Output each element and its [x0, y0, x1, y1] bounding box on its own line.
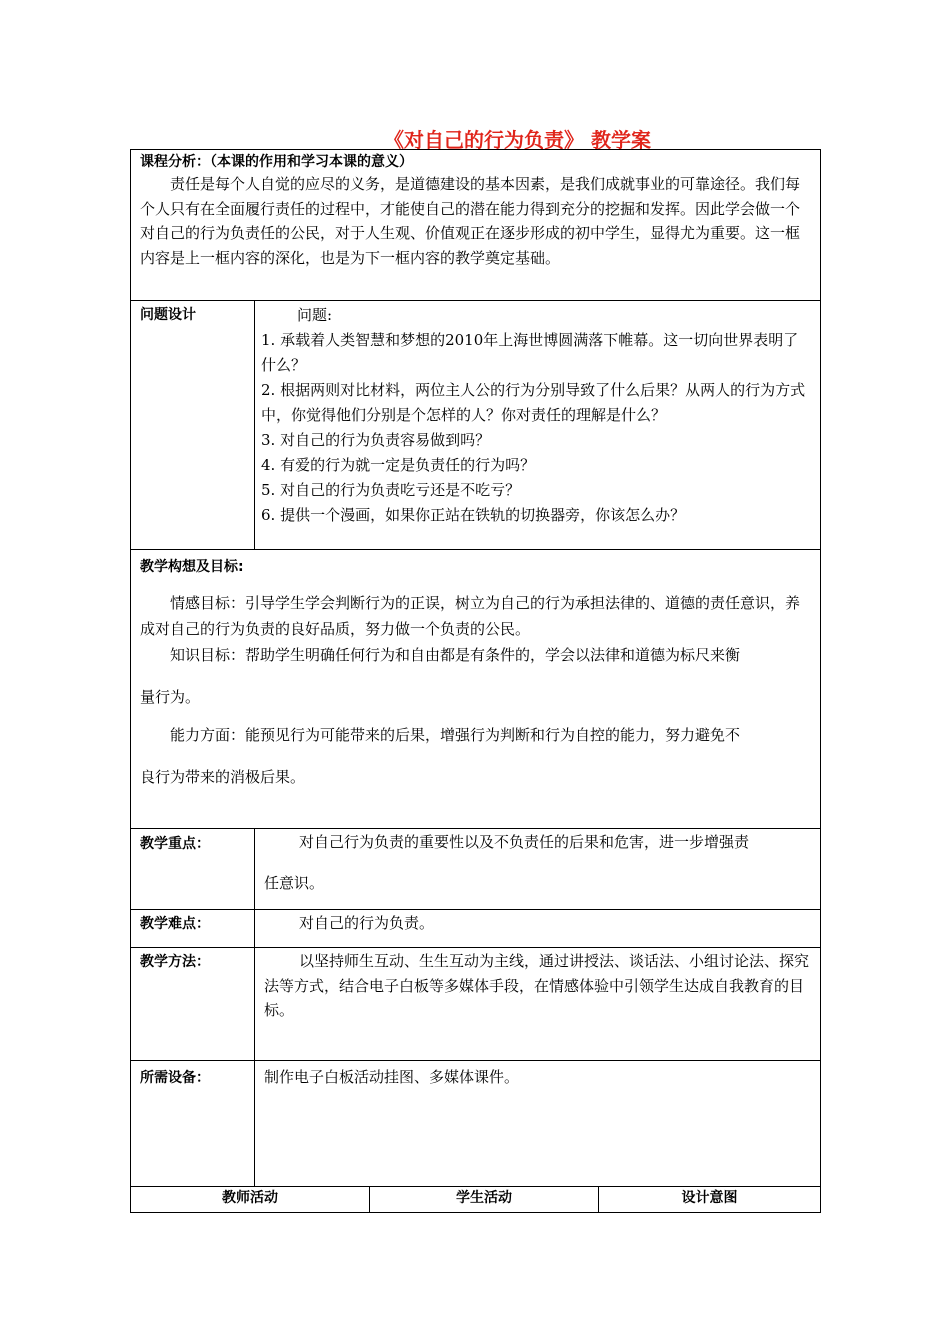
method-label: 教学方法：	[140, 954, 210, 970]
focus-label: 教学重点：	[140, 836, 210, 852]
emotion-goal: 情感目标：引导学生学会判断行为的正误，树立为自己的行为承担法律的、道德的责任意识，养成对自己的行为负责的良好品质，努力做一个负责的公民。	[140, 594, 801, 638]
focus-line2: 任意识。	[264, 874, 325, 892]
difficulty-label: 教学难点：	[140, 916, 210, 932]
method-row	[131, 948, 821, 1061]
knowledge-goal-line2: 量行为。	[140, 688, 201, 706]
goals-row	[131, 550, 821, 829]
questions-list	[255, 301, 820, 528]
questions-label: 问题设计	[140, 307, 196, 323]
student-activity-header: 学生活动	[370, 1187, 599, 1213]
question-item: 4. 有爱的行为就一定是负责任的行为吗？	[261, 456, 536, 474]
questions-heading: 问题:	[297, 306, 333, 324]
design-intent-header: 设计意图	[599, 1187, 821, 1213]
equipment-text: 制作电子白板活动挂图、多媒体课件。	[264, 1068, 520, 1086]
equipment-label: 所需设备：	[140, 1070, 210, 1086]
activity-header-row	[131, 1187, 821, 1213]
question-item: 3. 对自己的行为负责容易做到吗？	[261, 431, 491, 449]
focus-line1: 对自己行为负责的重要性以及不负责任的后果和危害，进一步增强责	[299, 833, 750, 851]
focus-row	[131, 829, 821, 910]
question-item: 6. 提供一个漫画，如果你正站在铁轨的切换器旁，你该怎么办？	[261, 506, 686, 524]
analysis-label: 课程分析：（本课的作用和学习本课的意义）	[140, 154, 413, 170]
analysis-text: 责任是每个人自觉的应尽的义务，是道德建设的基本因素，是我们成就事业的可靠途径。我们每个人只有在全面履行责任的过程中，才能使自己的潜在能力得到充分的挖掘和发挥。因此学会做一个对自己的行为负责任的公民，对于人生观、价值观正在逐步形成的初中学生，显得尤为重要。这一框内容是上一框内容的深化，也是为下一框内容的教学奠定基础。	[140, 175, 801, 267]
document-title: 《对自己的行为负责》 教学案	[384, 128, 651, 152]
method-text: 以坚持师生互动、生生互动为主线，通过讲授法、谈话法、小组讨论法、探究法等方式，结合电子白板等多媒体手段，在情感体验中引领学生达成自我教育的目标。	[264, 952, 810, 1019]
ability-goal-line1: 能力方面：能预见行为可能带来的后果，增强行为判断和行为自控的能力，努力避免不	[170, 726, 741, 744]
questions-row	[131, 301, 821, 550]
equipment-row	[131, 1061, 821, 1187]
question-item: 1. 承载着人类智慧和梦想的2010年上海世博圆满落下帷幕。这一切向世界表明了什么？	[261, 331, 799, 374]
knowledge-goal-line1: 知识目标：帮助学生明确任何行为和自由都是有条件的，学会以法律和道德为标尺来衡	[170, 646, 741, 664]
goals-label: 教学构想及目标:	[140, 559, 244, 575]
question-item: 2. 根据两则对比材料，两位主人公的行为分别导致了什么后果？从两人的行为方式中，你觉得他们分别是个怎样的人？你对责任的理解是什么？	[261, 381, 806, 424]
difficulty-text: 对自己的行为负责。	[299, 914, 435, 932]
lesson-plan-table	[130, 149, 821, 1213]
ability-goal-line2: 良行为带来的消极后果。	[140, 768, 306, 786]
analysis-row	[131, 150, 821, 301]
teacher-activity-header: 教师活动	[131, 1187, 370, 1213]
difficulty-row	[131, 910, 821, 948]
question-item: 5. 对自己的行为负责吃亏还是不吃亏？	[261, 481, 521, 499]
